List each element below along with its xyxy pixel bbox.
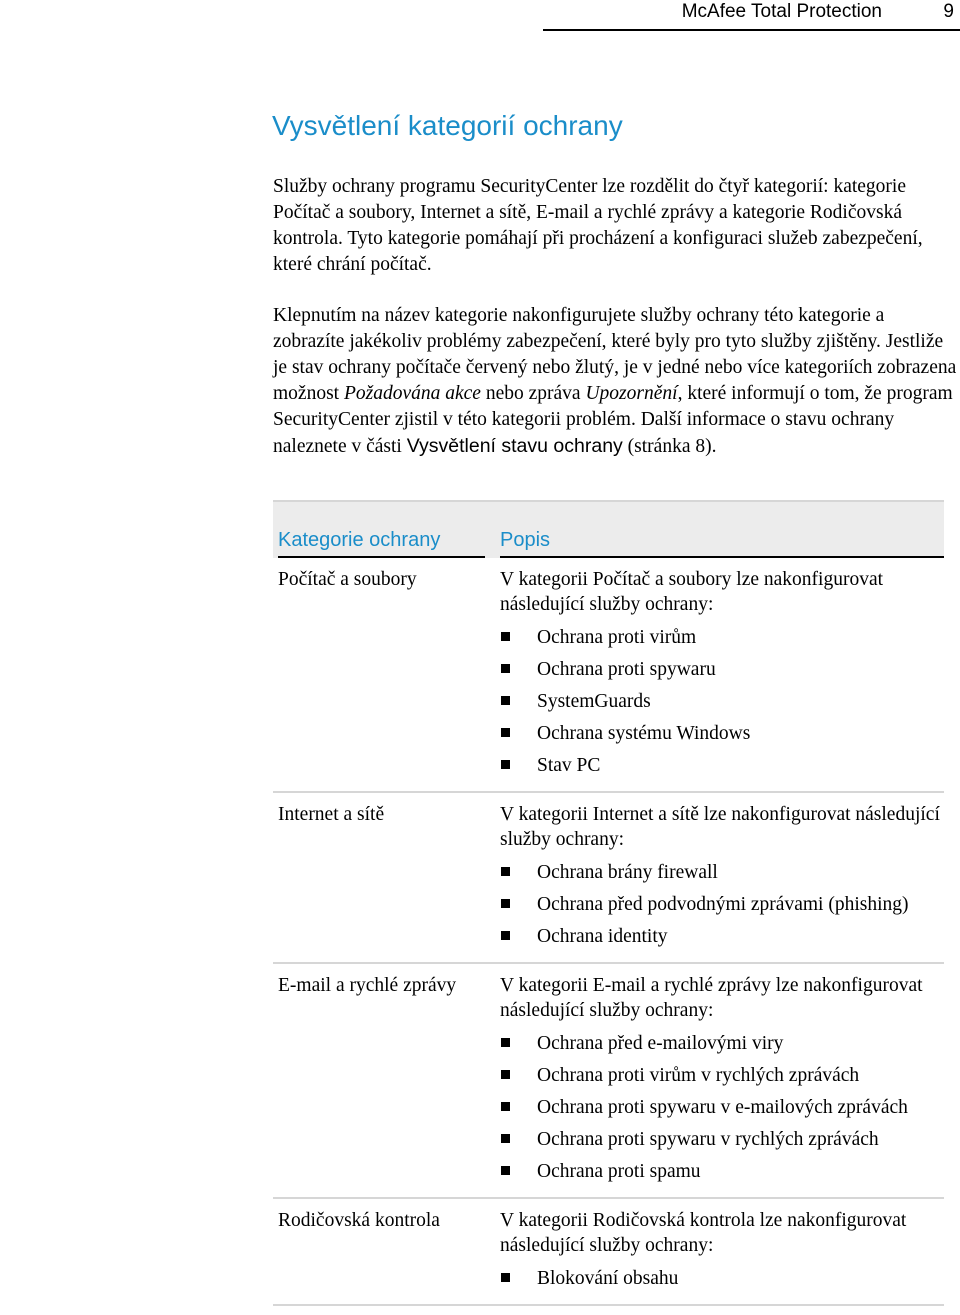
page-number: 9 — [943, 1, 954, 22]
table-row — [273, 963, 944, 1198]
category-description-cell — [495, 963, 944, 1198]
list-item: Ochrana systému Windows — [500, 721, 944, 746]
category-description: V kategorii E-mail a rychlé zprávy lze nakonfigurovat následující služby ochrany: — [500, 975, 923, 1021]
cross-reference-link[interactable]: Vysvětlení stavu ochrany — [406, 435, 623, 457]
bullet-icon — [501, 1070, 510, 1079]
table-row — [273, 792, 944, 963]
service-list — [500, 1266, 944, 1304]
list-item: Ochrana brány firewall — [500, 860, 944, 885]
bullet-icon — [501, 1038, 510, 1047]
list-item: Ochrana proti virům v rychlých zprávách — [500, 1063, 944, 1088]
table-header-row — [273, 501, 944, 558]
category-name: Počítač a soubory — [273, 558, 495, 792]
category-paragraph — [273, 303, 958, 460]
page-header — [0, 0, 960, 28]
bullet-icon — [501, 1273, 510, 1282]
bullet-icon — [501, 760, 510, 769]
section-title: Vysvětlení kategorií ochrany — [272, 110, 623, 141]
bullet-icon — [501, 1102, 510, 1111]
list-item: Ochrana identity — [500, 924, 944, 949]
category-name: Internet a sítě — [273, 792, 495, 963]
category-description-cell — [495, 792, 944, 963]
service-list — [500, 860, 944, 962]
list-item: SystemGuards — [500, 689, 944, 714]
service-list — [500, 625, 944, 791]
column-header-category: Kategorie ochrany — [273, 501, 495, 558]
paragraph-text: nebo zpráva — [480, 383, 586, 404]
list-item: Ochrana proti spamu — [500, 1159, 944, 1184]
action-required-term: Požadována akce — [343, 383, 481, 404]
column-header-description: Popis — [495, 501, 944, 558]
list-item: Ochrana před podvodnými zprávami (phishing) — [500, 892, 944, 917]
running-title: McAfee Total Protection — [681, 1, 882, 22]
paragraph-text: (stránka 8). — [622, 436, 717, 457]
category-name: Rodičovská kontrola — [273, 1198, 495, 1305]
list-item: Ochrana proti virům — [500, 625, 944, 650]
bullet-icon — [501, 1166, 510, 1175]
list-item: Ochrana proti spywaru — [500, 657, 944, 682]
paragraph-text: Klepnutím na název kategorie nakonfigurujete služby ochrany této kategorie a zobrazíte jakékoliv problémy zabezpečení, které byly pro tyto služby zjištěny. Jestliže je stav ochrany počítače červený nebo žlutý, je v jedné nebo více kategoriích zobrazena možnost — [273, 305, 957, 404]
bullet-icon — [501, 1134, 510, 1143]
bullet-icon — [501, 899, 510, 908]
bullet-icon — [501, 728, 510, 737]
list-item: Blokování obsahu — [500, 1266, 944, 1291]
table-row — [273, 1198, 944, 1305]
header-rule — [543, 29, 960, 31]
bullet-icon — [501, 664, 510, 673]
list-item: Ochrana proti spywaru v e-mailových zprávách — [500, 1095, 944, 1120]
category-description: V kategorii Počítač a soubory lze nakonfigurovat následující služby ochrany: — [500, 569, 884, 615]
protection-categories-table — [273, 500, 944, 1306]
bullet-icon — [501, 867, 510, 876]
bullet-icon — [501, 931, 510, 940]
category-description: V kategorii Internet a sítě lze nakonfigurovat následující služby ochrany: — [500, 804, 940, 850]
list-item: Stav PC — [500, 753, 944, 778]
warning-term: Upozornění — [585, 383, 678, 404]
bullet-icon — [501, 696, 510, 705]
category-description: V kategorii Rodičovská kontrola lze nakonfigurovat následující služby ochrany: — [500, 1210, 907, 1256]
table-row — [273, 558, 944, 792]
category-name: E-mail a rychlé zprávy — [273, 963, 495, 1198]
intro-paragraph: Služby ochrany programu SecurityCenter lze rozdělit do čtyř kategorií: kategorie Počítač a soubory, Internet a sítě, E-mail a rychlé zprávy a kategorie Rodičovská kontrola. Tyto kategorie pomáhají při procházení a konfiguraci služeb zabezpečení, které chrání počítač. — [273, 176, 923, 275]
category-description-cell — [495, 558, 944, 792]
list-item: Ochrana před e-mailovými viry — [500, 1031, 944, 1056]
paragraph-text: , které informují o tom, že program SecurityCenter zjistil v této kategorii problém. Další informace o stavu ochrany naleznete v části — [273, 383, 953, 457]
category-description-cell — [495, 1198, 944, 1305]
bullet-icon — [501, 632, 510, 641]
service-list — [500, 1031, 944, 1197]
list-item: Ochrana proti spywaru v rychlých zprávách — [500, 1127, 944, 1152]
